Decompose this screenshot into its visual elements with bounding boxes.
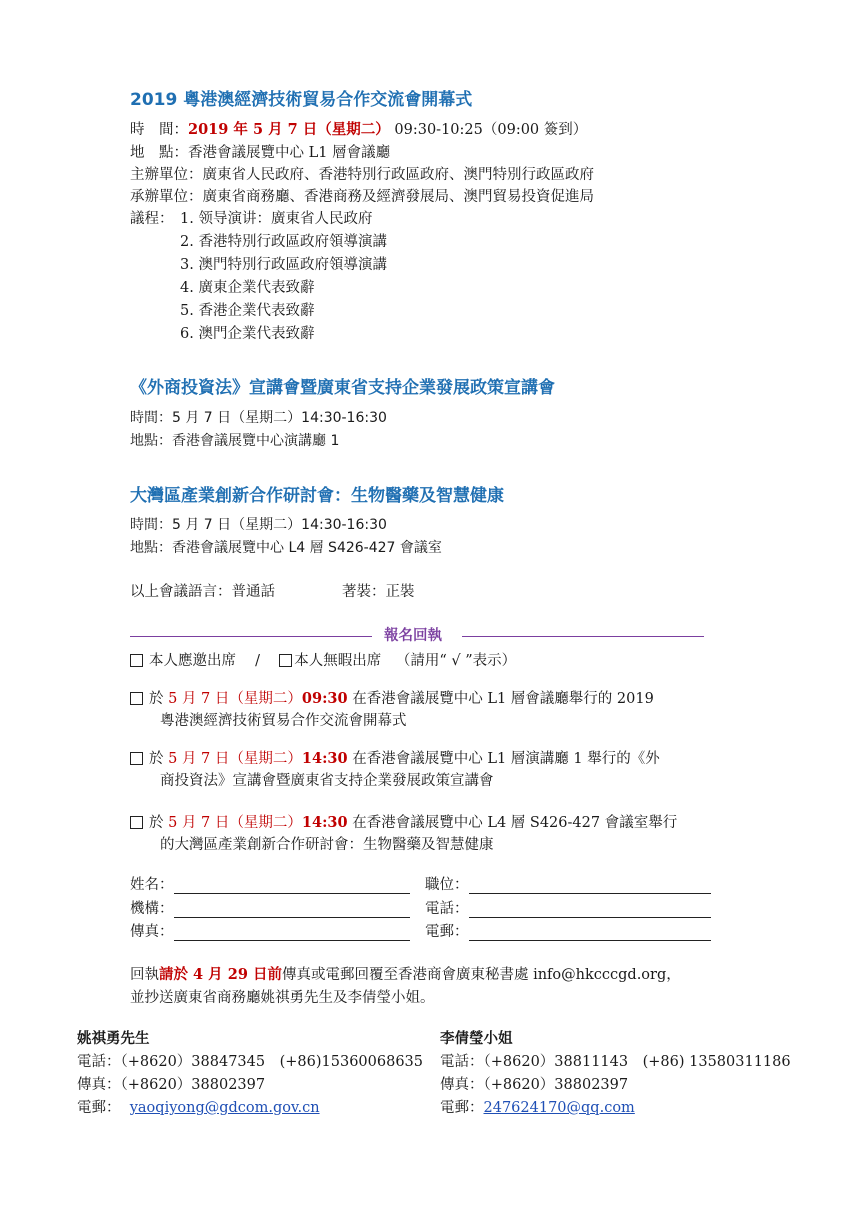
reply-item	[130, 814, 677, 832]
position-label: 職位：	[425, 877, 469, 893]
reply-item-line2: 粵港澳經濟技術貿易合作交流會開幕式	[160, 713, 407, 729]
reply-item-prefix: 於	[149, 691, 169, 707]
fax-row	[130, 923, 410, 941]
divider-left	[130, 636, 372, 637]
return-note-pre: 回執	[130, 967, 159, 983]
contact-email-label: 電郵：	[440, 1100, 484, 1116]
reply-item-text: 在香港會議展覽中心 L1 層演講廳 1 舉行的《外	[347, 751, 660, 767]
reply-item-date: 5 月 7 日（星期二）	[168, 751, 302, 767]
host-label: 主辦單位：	[130, 167, 203, 183]
phone-row	[425, 900, 711, 918]
contact-email-row	[440, 1099, 635, 1117]
section1-time	[130, 121, 587, 139]
contact-phone: 電話：（+8620）38811143 (+86) 13580311186	[440, 1054, 791, 1070]
decline-checkbox[interactable]	[279, 654, 292, 667]
org-row	[130, 900, 410, 918]
option-slash: /	[255, 653, 261, 669]
time-date: 2019 年 5 月 7 日（星期二）	[188, 121, 390, 138]
venue-label: 地 點：	[130, 145, 188, 161]
section1-organizer	[130, 188, 594, 206]
contact-phone: 電話：（+8620）38847345 (+86)15360068635	[77, 1054, 423, 1070]
position-field[interactable]	[469, 879, 711, 894]
agenda-item: 4. 廣東企業代表致辭	[180, 280, 315, 296]
decline-label: 本人無暇出席	[294, 653, 382, 669]
section1-host	[130, 166, 594, 184]
section3-venue: 地點：香港會議展覽中心 L4 層 S426-427 會議室	[130, 540, 442, 556]
reply-item-text: 在香港會議展覽中心 L1 層會議廳舉行的 2019	[347, 691, 654, 707]
section2-title: 《外商投資法》宣講會暨廣東省支持企業發展政策宣講會	[130, 378, 555, 398]
email-row	[425, 923, 711, 941]
section3-title: 大灣區產業創新合作研討會：生物醫藥及智慧健康	[130, 486, 504, 506]
reply-item-checkbox[interactable]	[130, 816, 143, 829]
section2-time: 時間：5 月 7 日（星期二）14:30-16:30	[130, 410, 387, 426]
contact-email-link[interactable]: 247624170@qq.com	[483, 1100, 635, 1116]
divider-right	[462, 636, 704, 637]
reply-item-line2: 商投資法》宣講會暨廣東省支持企業發展政策宣講會	[160, 773, 494, 789]
organizer-label: 承辦單位：	[130, 189, 203, 205]
contact-email-link[interactable]: yaoqiyong@gdcom.gov.cn	[129, 1100, 320, 1116]
email-label: 電郵：	[425, 924, 469, 940]
agenda-item: 6. 澳門企業代表致辭	[180, 326, 315, 342]
contact-fax: 傳真：（+8620）38802397	[440, 1077, 629, 1093]
position-row	[425, 876, 711, 894]
reply-item	[130, 750, 660, 768]
return-note-text: 傳真或電郵回覆至香港商會廣東秘書處 info@hkcccgd.org，	[281, 967, 681, 983]
agenda-label: 議程：	[130, 211, 174, 227]
org-label: 機構：	[130, 901, 174, 917]
reply-item-line2: 的大灣區產業創新合作研討會：生物醫藥及智慧健康	[160, 837, 494, 853]
reply-item-time: 09:30	[301, 690, 348, 707]
agenda-item: 1. 领导演讲：廣東省人民政府	[180, 211, 373, 227]
fax-label: 傳真：	[130, 924, 174, 940]
reply-item-checkbox[interactable]	[130, 692, 143, 705]
contact-email-label: 電郵：	[77, 1100, 121, 1116]
venue-value: 香港會議展覽中心 L1 層會議廳	[188, 145, 391, 161]
attend-label: 本人應邀出席	[149, 653, 236, 669]
reply-item-prefix: 於	[149, 815, 169, 831]
contact-name: 李倩瑩小姐	[440, 1030, 513, 1047]
section2-venue: 地點：香港會議展覽中心演講廳 1	[130, 433, 340, 449]
phone-label: 電話：	[425, 901, 469, 917]
return-note	[130, 966, 681, 984]
fax-field[interactable]	[174, 926, 410, 941]
section1-venue	[130, 144, 390, 162]
reply-item-date: 5 月 7 日（星期二）	[168, 691, 302, 707]
reply-item-checkbox[interactable]	[130, 752, 143, 765]
return-note-line2: 並抄送廣東省商務廳姚祺勇先生及李倩瑩小姐。	[130, 990, 435, 1006]
reply-item-time: 14:30	[301, 750, 348, 767]
phone-field[interactable]	[469, 903, 711, 918]
attend-checkbox[interactable]	[130, 654, 143, 667]
agenda-item: 2. 香港特別行政區政府領導演講	[180, 234, 387, 250]
host-value: 廣東省人民政府、香港特別行政區政府、澳門特別行政區政府	[202, 167, 594, 183]
tick-hint: （請用“ √ ”表示）	[395, 653, 517, 669]
name-field[interactable]	[174, 879, 410, 894]
name-label: 姓名：	[130, 877, 174, 893]
attendance-options	[130, 652, 516, 670]
agenda-item: 5. 香港企業代表致辭	[180, 303, 315, 319]
meeting-language: 以上會議語言：普通話	[130, 584, 275, 600]
reply-item-prefix: 於	[149, 751, 169, 767]
section3-time: 時間：5 月 7 日（星期二）14:30-16:30	[130, 517, 387, 533]
dress-code: 著裝：正裝	[342, 584, 415, 600]
reply-item	[130, 690, 654, 708]
return-deadline: 請於 4 月 29 日前	[159, 966, 282, 983]
reply-heading: 報名回執	[384, 627, 442, 644]
contact-fax: 傳真：（+8620）38802397	[77, 1077, 266, 1093]
name-row	[130, 876, 410, 894]
contact-email-row	[77, 1099, 320, 1117]
reply-item-date: 5 月 7 日（星期二）	[168, 815, 302, 831]
agenda-item: 3. 澳門特別行政區政府領導演講	[180, 257, 387, 273]
email-field[interactable]	[469, 926, 711, 941]
contact-name: 姚祺勇先生	[77, 1030, 150, 1047]
reply-item-time: 14:30	[301, 814, 348, 831]
section1-title: 2019 粵港澳經濟技術貿易合作交流會開幕式	[130, 90, 473, 110]
reply-item-text: 在香港會議展覽中心 L4 層 S426-427 會議室舉行	[347, 815, 678, 831]
org-field[interactable]	[174, 903, 410, 918]
time-label: 時 間：	[130, 122, 188, 138]
time-range: 09:30-10:25（09:00 簽到）	[394, 122, 588, 138]
organizer-value: 廣東省商務廳、香港商務及經濟發展局、澳門貿易投資促進局	[202, 189, 594, 205]
